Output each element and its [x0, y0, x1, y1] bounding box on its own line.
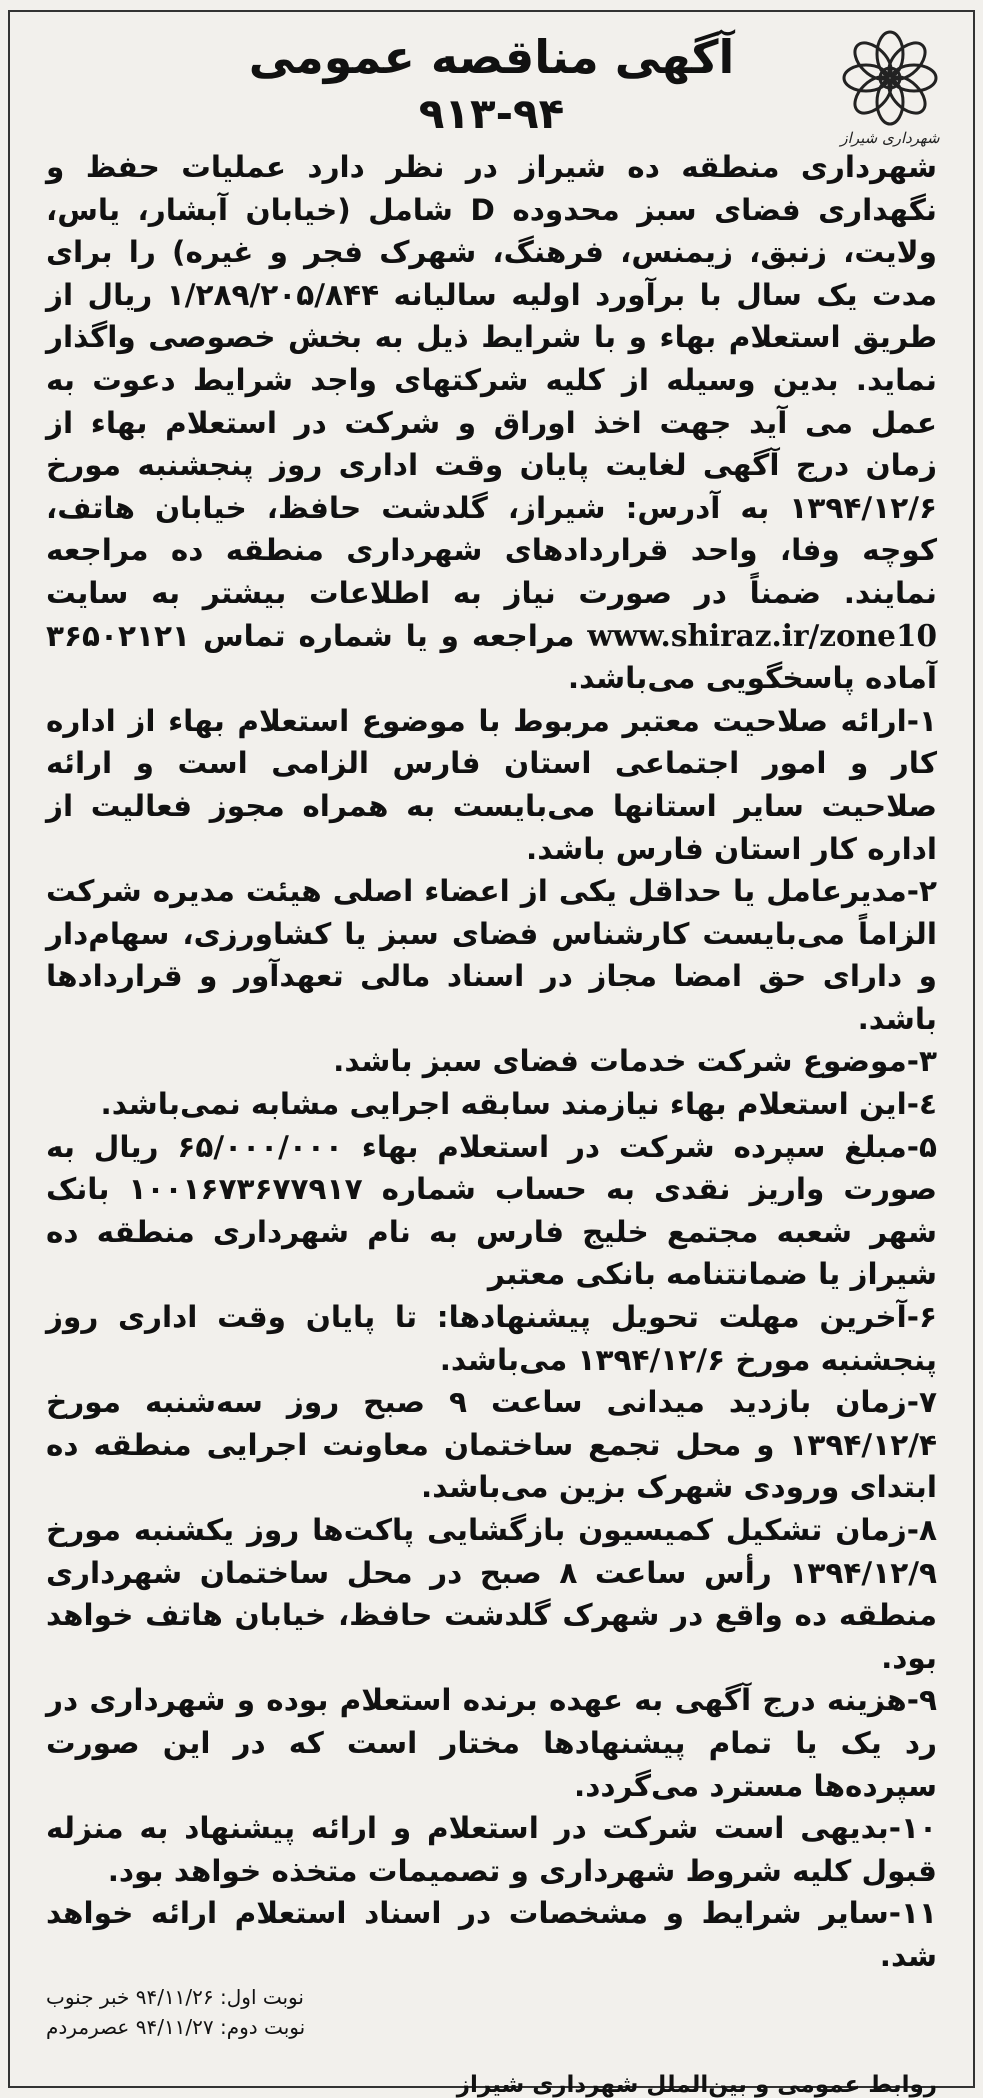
logo-caption: شهرداری شیراز: [840, 129, 940, 147]
condition-item: ۵-مبلغ سپرده شرکت در استعلام بهاء ۶۵/۰۰۰/۰۰۰ ریال به صورت واریز نقدی به حساب شماره ۱۰۰۱۶۷۳۶۷۷۹۱۷ بانک شهر شعبه مجتمع خلیج فارس به نام شهرداری منطقه ده شیراز یا ضمانتنامه بانکی معتبر: [46, 1129, 937, 1292]
condition-item: ۳-موضوع شرکت خدمات فضای سبز باشد.: [333, 1044, 937, 1079]
flower-logo-icon: [825, 28, 955, 148]
condition-item: ۱۰-بدیهی است شرکت در استعلام و ارائه پیشنهاد به منزله قبول کلیه شروط شهرداری و تصمیمات متخذه خواهد بود.: [46, 1811, 937, 1888]
intro-contact-text: مراجعه و یا شماره تماس ۳۶۵۰۲۱۲۱ آماده پاسخگویی می‌باشد.: [46, 618, 937, 696]
condition-item: ۷-زمان بازدید میدانی ساعت ۹ صبح روز سه‌شنبه مورخ ۱۳۹۴/۱۲/۴ و محل تجمع ساختمان معاونت اجرایی منطقه ده ابتدای ورودی شهرک بزین می‌باشد.: [46, 1385, 937, 1505]
condition-item: ۸-زمان تشکیل کمیسیون بازگشایی پاکت‌ها روز یکشنبه مورخ ۱۳۹۴/۱۲/۹ رأس ساعت ۸ صبح در محل ساختمان شهرداری منطقه ده واقع در شهرک گلدشت حافظ، خیابان هاتف خواهد بود.: [46, 1513, 937, 1675]
ad-body: [46, 146, 937, 1978]
condition-item: ۱۱-سایر شرایط و مشخصات در اسناد استعلام ارائه خواهد شد.: [46, 1896, 937, 1973]
condition-item: ۶-آخرین مهلت تحویل پیشنهادها: تا پایان وقت اداری روز پنجشنبه مورخ ۱۳۹۴/۱۲/۶ می‌باشد.: [46, 1300, 937, 1377]
condition-item: ٤-این استعلام بهاء نیازمند سابقه اجرایی مشابه نمی‌باشد.: [100, 1087, 937, 1122]
intro-paragraph: [46, 146, 937, 700]
website-link[interactable]: www.shiraz.ir/zone10: [587, 617, 937, 653]
ad-border-frame: [8, 10, 975, 2098]
condition-item: ۱-ارائه صلاحیت معتبر مربوط با موضوع استعلام بهاء از اداره کار و امور اجتماعی استان فارس الزامی است و ارائه صلاحیت سایر استانها می‌بایست به همراه مجوز فعالیت از اداره کار استان فارس باشد.: [46, 703, 937, 866]
footer-signature: روابط عمومی و بین‌الملل شهرداری شیراز: [456, 2071, 937, 2098]
ad-header: [196, 26, 787, 140]
first-notice: نوبت اول: ۹۴/۱۱/۲۶ خبر جنوب: [46, 1984, 304, 2009]
tender-code: ۹۱۳-۹۴: [418, 89, 565, 138]
shiraz-municipality-logo: [825, 28, 955, 148]
ad-title: آگهی مناقصه عمومی: [248, 30, 735, 84]
condition-item: ۹-هزینه درج آگهی به عهده برنده استعلام بوده و شهرداری در رد یک یا تمام پیشنهادها مختار است که در این صورت سپرده‌ها مسترد می‌گردد.: [46, 1683, 937, 1803]
publication-notices: [46, 1982, 937, 2042]
intro-text: شهرداری منطقه ده شیراز در نظر دارد عملیات حفظ و نگهداری فضای سبز محدوده D شامل (خیابان آبشار، یاس، ولایت، زنبق، زیمنس، فرهنگ، شهرک فجر و غیره) را برای مدت یک سال با برآورد اولیه سالیانه ۱/۲۸۹/۲۰۵/۸۴۴ ریال از طریق استعلام بهاء و با شرایط ذیل به بخش خصوصی واگذار نماید. بدین وسیله از کلیه شرکتهای واجد شرایط دعوت به عمل می آید جهت اخذ اوراق و شرکت در استعلام بهاء از زمان درج آگهی لغایت پایان وقت اداری روز پنجشنبه مورخ ۱۳۹۴/۱۲/۶ به آدرس: شیراز، گلدشت حافظ، خیابان هاتف، کوچه وفا، واحد قراردادهای شهرداری منطقه ده مراجعه نمایند. ضمناً در صورت نیاز به اطلاعات بیشتر به سایت: [46, 150, 937, 610]
condition-item: ۲-مدیرعامل یا حداقل یکی از اعضاء اصلی هیئت مدیره شرکت الزاماً می‌بایست کارشناس فضای سبز یا کشاورزی، سهام‌دار و دارای حق امضا مجاز در اسناد مالی تعهدآور و قراردادها باشد.: [46, 874, 937, 1036]
second-notice: نوبت دوم: ۹۴/۱۱/۲۷ عصرمردم: [46, 2014, 306, 2039]
